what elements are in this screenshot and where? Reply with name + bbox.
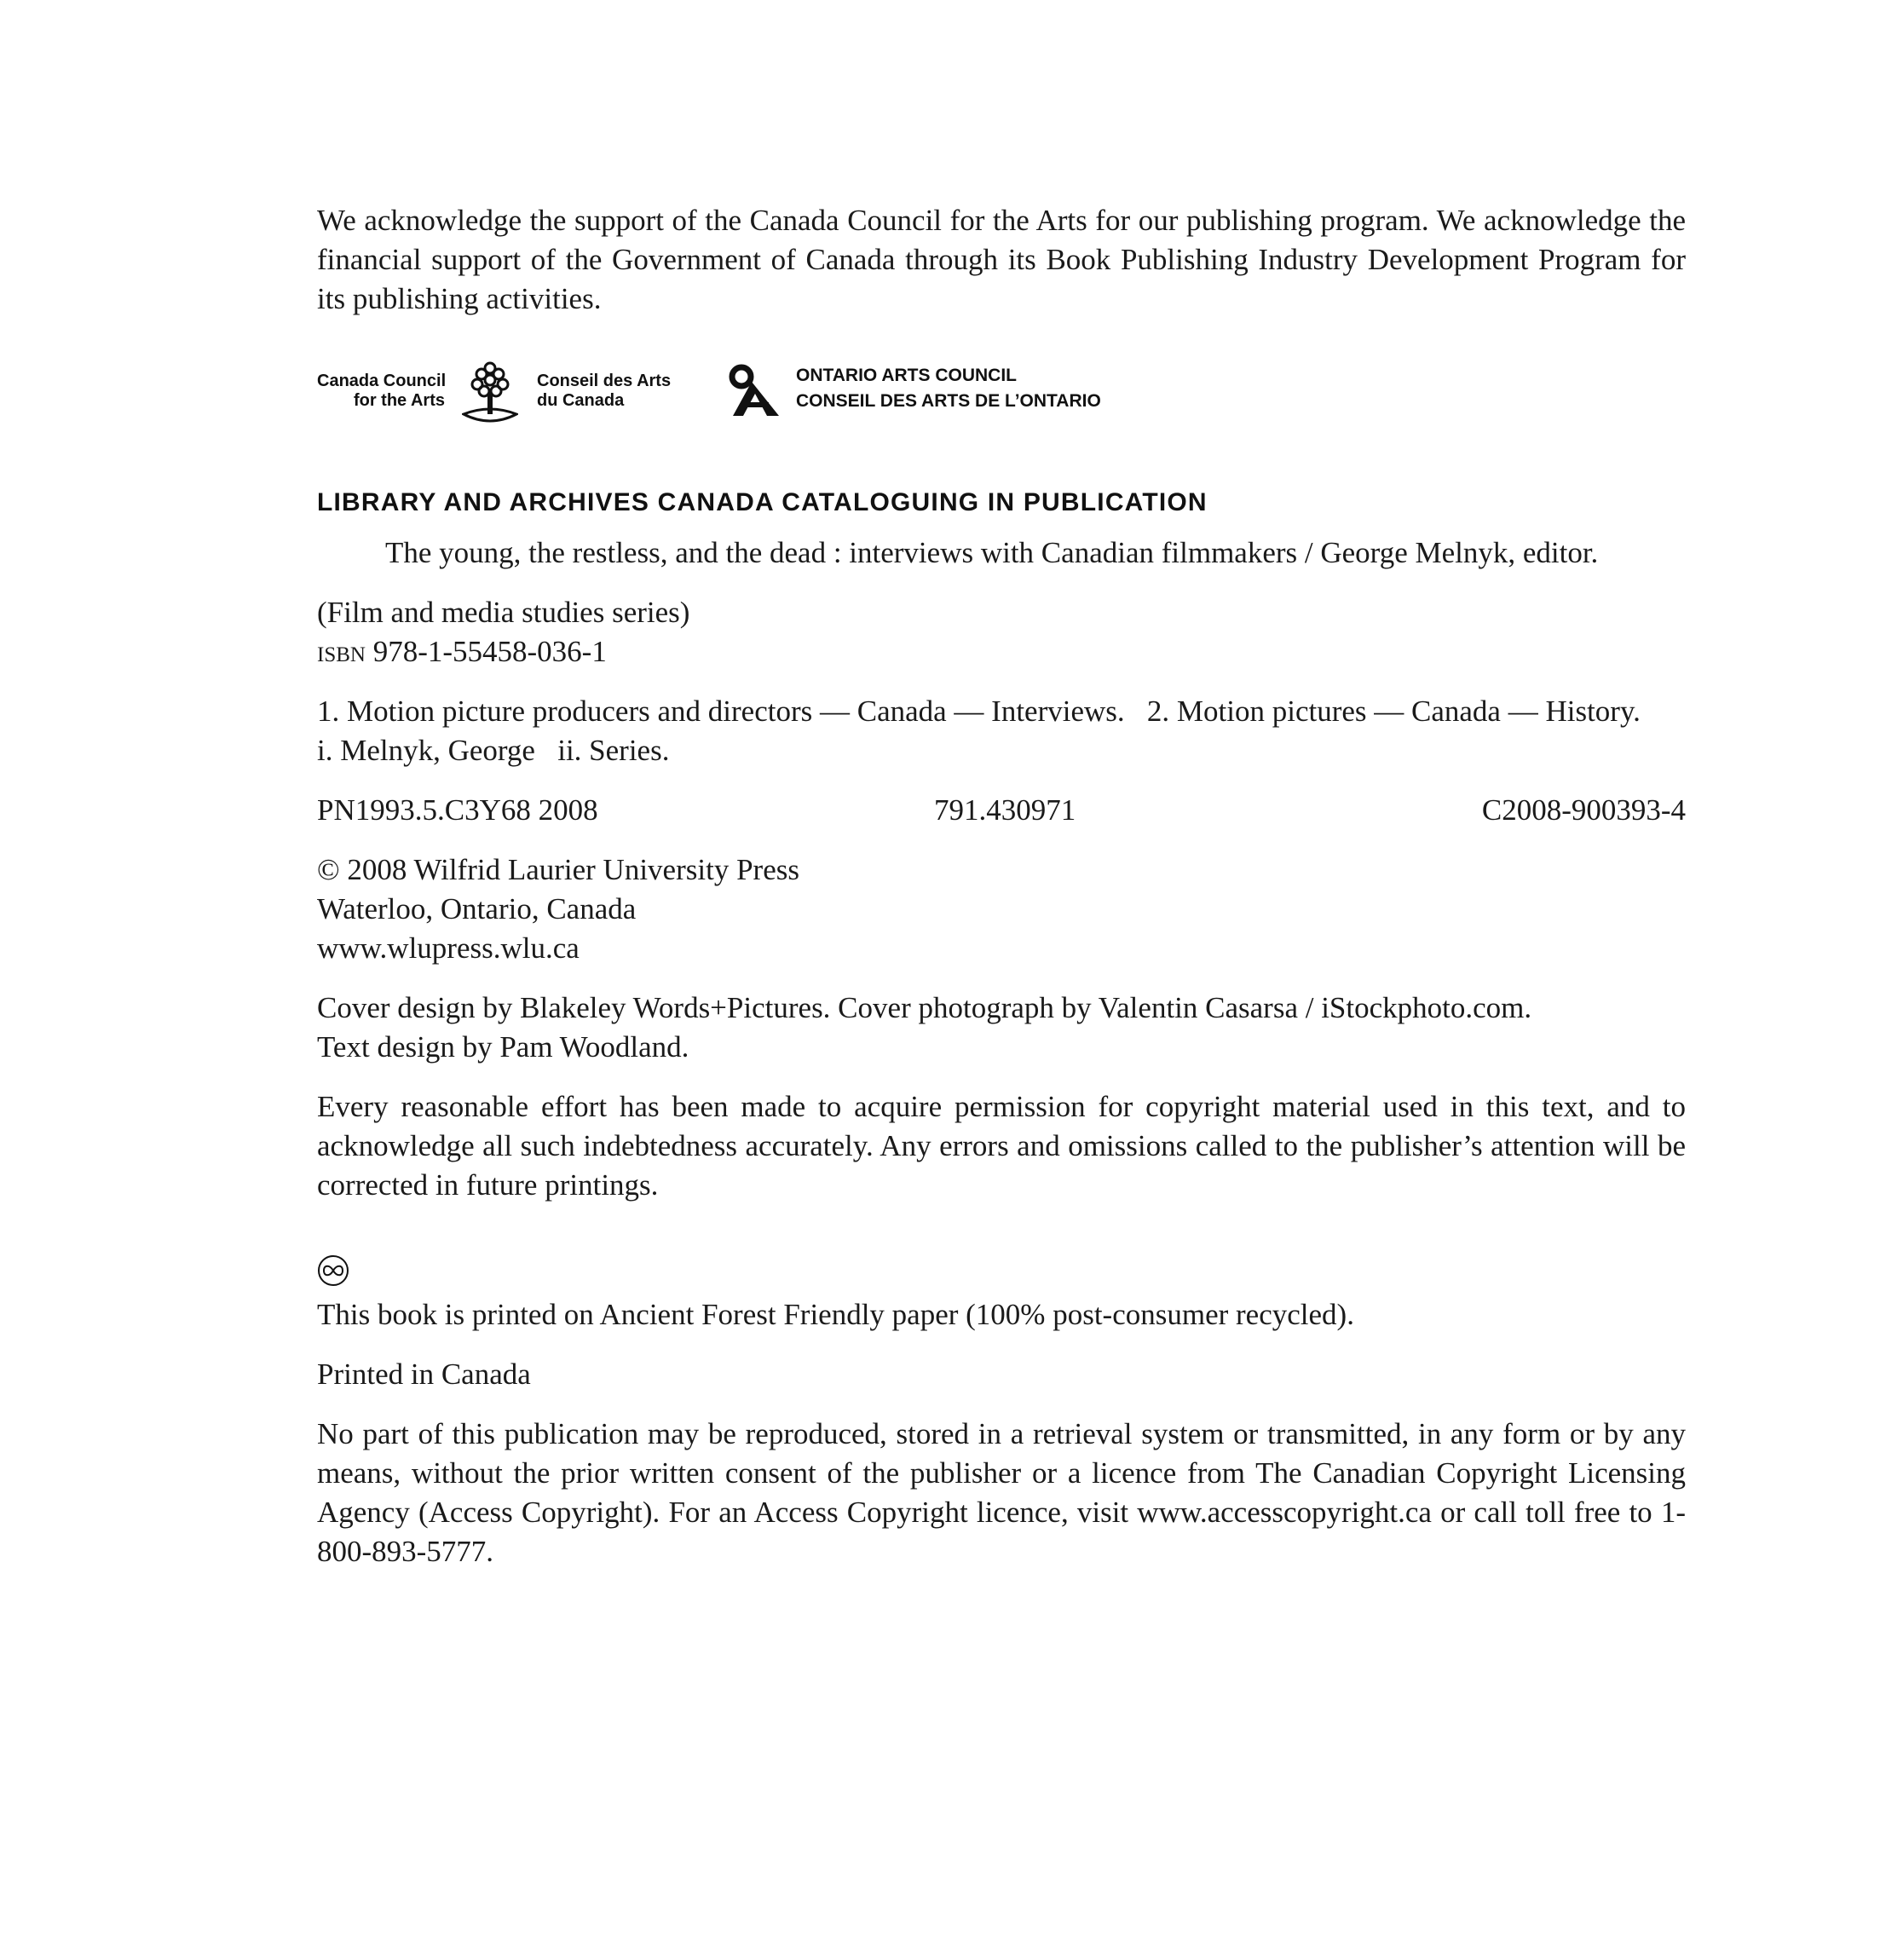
rights-paragraph: No part of this publication may be reproduced, stored in a retrieval system or transmitted, in any form or by any means, without the prior written consent of the publisher or a licence from The Canadian Copyright Licensing Agency (Access Copyright). For an Access Copyright licence, visit www.accesscopyright.ca or call toll free to 1-800-893-5777. <box>317 1417 1686 1568</box>
ontario-arts-council-icon <box>726 361 786 418</box>
cip-heading: LIBRARY AND ARCHIVES CANADA CATALOGUING IN PUBLICATION <box>317 488 1208 516</box>
acknowledgement-paragraph: We acknowledge the support of the Canada Council for the Arts for our publishing program. We acknowledge the financial support of the Government of Canada through its Book Publishing Industry Development Program for its publishing activities. <box>317 204 1686 315</box>
canada-council-logo-en: Canada Council for the Arts <box>317 372 447 410</box>
isbn-value: 978-1-55458-036-1 <box>372 635 607 668</box>
permanent-paper-infinity-icon <box>317 1254 349 1287</box>
lc-class-number: PN1993.5.C3Y68 2008 <box>317 793 598 827</box>
publisher-location: Waterloo, Ontario, Canada <box>317 892 637 925</box>
copyright-page <box>317 201 1686 1571</box>
design-credits <box>317 989 1686 1067</box>
cip-isbn <box>317 632 1686 672</box>
canada-council-tree-icon <box>462 360 518 424</box>
publisher-block <box>317 850 1686 968</box>
canada-council-logo-fr: Conseil des Arts du Canada <box>537 372 672 410</box>
cip-classification <box>317 791 1686 830</box>
cip-series: (Film and media studies series) <box>317 596 690 629</box>
permissions-paragraph: Every reasonable effort has been made to acquire permission for copyright material used in this text, and to acknowledge all such indebtedness accurately. Any errors and omissions called to the publisher’s attention will be corrected in future printings. <box>317 1090 1686 1202</box>
cip-title: The young, the restless, and the dead : interviews with Canadian filmmakers / George Melnyk, editor. <box>385 536 1599 569</box>
cip-added-entries: i. Melnyk, George ii. Series. <box>317 734 670 767</box>
cip-subjects-line: 1. Motion picture producers and directors — Canada — Interviews. 2. Motion pictures — Canada — History. <box>317 695 1641 728</box>
canadiana-number: C2008-900393-4 <box>1481 793 1686 827</box>
isbn-label: isbn <box>317 635 366 668</box>
cip-series-isbn <box>317 593 1686 672</box>
copyright-line: © 2008 Wilfrid Laurier University Press <box>317 853 799 886</box>
ontario-arts-council-logo: ONTARIO ARTS COUNCIL CONSEIL DES ARTS DE L’ONTARIO <box>796 366 1101 411</box>
text-design-credit: Text design by Pam Woodland. <box>317 1030 689 1064</box>
funder-logos <box>317 360 1686 424</box>
cover-credit: Cover design by Blakeley Words+Pictures. Cover photograph by Valentin Casarsa / iStockphoto.com. <box>317 991 1532 1024</box>
cip-subjects <box>317 692 1686 770</box>
publisher-website: www.wlupress.wlu.ca <box>317 931 580 965</box>
printed-in: Printed in Canada <box>317 1358 531 1391</box>
dewey-number: 791.430971 <box>934 793 1076 827</box>
paper-note: This book is printed on Ancient Forest Friendly paper (100% post-consumer recycled). <box>317 1298 1354 1331</box>
